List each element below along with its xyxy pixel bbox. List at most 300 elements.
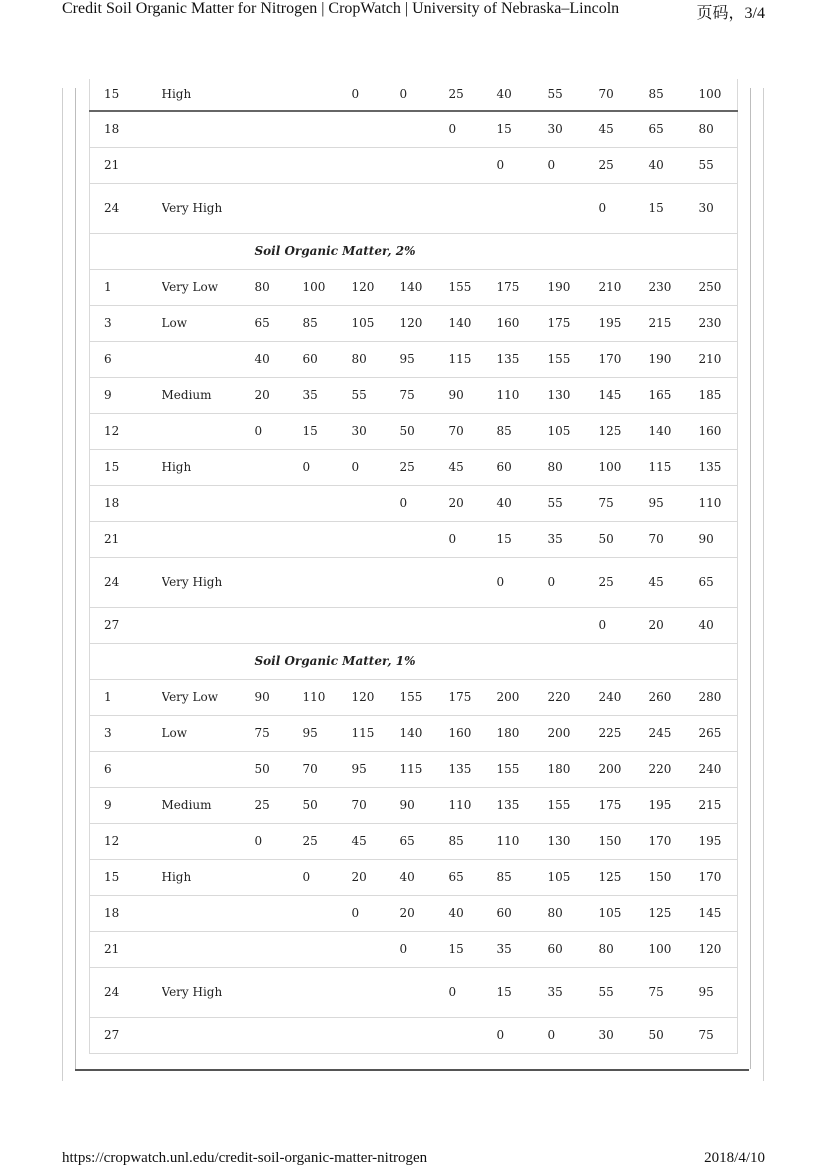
ppm-cell: 15 [90,449,162,485]
ppm-cell: 6 [90,341,162,377]
credit-value-cell: 175 [534,305,585,341]
level-label-cell: Medium [162,787,241,823]
credit-value-cell: 35 [289,377,338,413]
level-label-cell [162,413,241,449]
credit-value-cell: 50 [289,787,338,823]
credit-value-cell: 80 [585,931,635,967]
level-label-cell [162,931,241,967]
level-label-cell: Low [162,305,241,341]
table-row [90,751,738,787]
credit-value-cell: 30 [534,111,585,147]
credit-value-cell [338,521,386,557]
credit-value-cell [241,931,289,967]
credit-value-cell: 265 [685,715,738,751]
credit-value-cell: 125 [635,895,685,931]
credit-value-cell: 280 [685,679,738,715]
credit-value-cell: 0 [241,413,289,449]
level-label-cell: High [162,859,241,895]
credit-value-cell: 130 [534,823,585,859]
credit-value-cell [386,1017,435,1053]
credit-value-cell: 195 [685,823,738,859]
credit-value-cell [241,449,289,485]
credit-value-cell: 40 [483,79,534,111]
table-row [90,607,738,643]
credit-value-cell: 160 [435,715,483,751]
table-row [90,823,738,859]
credit-value-cell: 15 [483,111,534,147]
credit-value-cell [338,1017,386,1053]
credit-value-cell [241,557,289,607]
table-row [90,79,738,111]
level-label-cell: Medium [162,377,241,413]
credit-value-cell: 195 [635,787,685,823]
credit-value-cell: 100 [685,79,738,111]
credit-value-cell: 170 [635,823,685,859]
credit-value-cell: 25 [386,449,435,485]
section-header-row [90,643,738,679]
credit-value-cell: 75 [635,967,685,1017]
credit-value-cell [289,521,338,557]
credit-value-cell: 70 [289,751,338,787]
credit-value-cell: 110 [289,679,338,715]
credit-value-cell: 40 [483,485,534,521]
ppm-cell: 18 [90,895,162,931]
nitrogen-credit-table [89,79,738,1054]
credit-value-cell: 0 [338,895,386,931]
credit-value-cell: 95 [338,751,386,787]
credit-value-cell: 85 [635,79,685,111]
credit-value-cell [338,485,386,521]
credit-value-cell [289,557,338,607]
credit-value-cell [289,111,338,147]
credit-value-cell [289,967,338,1017]
page-header-title: Credit Soil Organic Matter for Nitrogen | CropWatch | University of Nebraska–Lincoln [62,0,620,17]
credit-value-cell: 165 [635,377,685,413]
credit-value-cell: 20 [435,485,483,521]
credit-value-cell: 35 [534,967,585,1017]
ppm-cell: 12 [90,823,162,859]
credit-value-cell: 20 [241,377,289,413]
credit-value-cell: 175 [435,679,483,715]
credit-value-cell [386,147,435,183]
credit-value-cell: 50 [635,1017,685,1053]
table-row [90,269,738,305]
table-row [90,111,738,147]
table-row [90,521,738,557]
credit-value-cell: 20 [635,607,685,643]
credit-value-cell: 0 [435,521,483,557]
credit-value-cell: 155 [534,787,585,823]
credit-value-cell [386,607,435,643]
credit-value-cell [435,147,483,183]
credit-value-cell: 190 [635,341,685,377]
credit-value-cell: 65 [241,305,289,341]
credit-value-cell: 95 [386,341,435,377]
credit-value-cell: 15 [289,413,338,449]
level-label-cell [162,485,241,521]
level-label-cell [162,147,241,183]
credit-value-cell: 125 [585,413,635,449]
level-label-cell: Very Low [162,269,241,305]
table-row [90,1017,738,1053]
table-row [90,679,738,715]
level-label-cell: Very High [162,183,241,233]
credit-value-cell: 25 [289,823,338,859]
credit-value-cell: 80 [534,895,585,931]
credit-value-cell [289,147,338,183]
credit-value-cell: 0 [483,557,534,607]
ppm-cell: 3 [90,715,162,751]
table-row [90,341,738,377]
credit-value-cell: 115 [635,449,685,485]
credit-value-cell: 70 [338,787,386,823]
level-label-cell: High [162,449,241,485]
empty-cell [90,643,162,679]
credit-value-cell: 60 [534,931,585,967]
table-row [90,715,738,751]
credit-value-cell [289,895,338,931]
level-label-cell: Very Low [162,679,241,715]
credit-value-cell: 0 [483,147,534,183]
ppm-cell: 24 [90,967,162,1017]
credit-value-cell: 140 [635,413,685,449]
credit-value-cell: 30 [338,413,386,449]
ppm-cell: 21 [90,931,162,967]
credit-value-cell: 200 [483,679,534,715]
credit-value-cell: 80 [534,449,585,485]
credit-value-cell: 80 [241,269,289,305]
credit-value-cell: 45 [435,449,483,485]
ppm-cell: 9 [90,377,162,413]
credit-value-cell: 50 [585,521,635,557]
credit-value-cell: 90 [685,521,738,557]
credit-value-cell: 75 [685,1017,738,1053]
level-label-cell [162,1017,241,1053]
credit-value-cell [338,147,386,183]
credit-value-cell: 0 [483,1017,534,1053]
credit-value-cell: 65 [685,557,738,607]
credit-value-cell [386,111,435,147]
table-row [90,557,738,607]
credit-value-cell [435,607,483,643]
credit-value-cell: 25 [585,147,635,183]
table-row [90,147,738,183]
credit-value-cell: 90 [386,787,435,823]
credit-value-cell: 260 [635,679,685,715]
credit-value-cell: 60 [483,449,534,485]
credit-value-cell [338,111,386,147]
credit-value-cell [534,607,585,643]
credit-value-cell: 80 [685,111,738,147]
table-row [90,895,738,931]
credit-value-cell: 25 [241,787,289,823]
credit-value-cell: 115 [338,715,386,751]
credit-value-cell: 40 [241,341,289,377]
credit-value-cell: 100 [635,931,685,967]
credit-value-cell: 80 [338,341,386,377]
credit-value-cell: 250 [685,269,738,305]
credit-value-cell: 15 [483,967,534,1017]
level-label-cell [162,111,241,147]
credit-value-cell [289,931,338,967]
credit-value-cell [241,147,289,183]
credit-value-cell: 160 [685,413,738,449]
credit-value-cell [483,607,534,643]
credit-value-cell: 195 [585,305,635,341]
credit-value-cell: 105 [338,305,386,341]
credit-value-cell: 15 [483,521,534,557]
level-label-cell [162,341,241,377]
credit-value-cell: 130 [534,377,585,413]
section-title: Soil Organic Matter, 2% [241,233,738,269]
credit-value-cell: 155 [386,679,435,715]
ppm-cell: 12 [90,413,162,449]
credit-value-cell: 95 [635,485,685,521]
ppm-cell: 24 [90,557,162,607]
credit-value-cell: 95 [685,967,738,1017]
level-label-cell [162,751,241,787]
credit-value-cell: 140 [386,269,435,305]
credit-value-cell: 75 [241,715,289,751]
credit-value-cell: 100 [585,449,635,485]
ppm-cell: 15 [90,859,162,895]
credit-value-cell: 0 [386,485,435,521]
credit-value-cell: 0 [534,147,585,183]
credit-value-cell: 0 [289,859,338,895]
credit-value-cell: 0 [386,79,435,111]
level-label-cell [162,895,241,931]
credit-value-cell: 70 [435,413,483,449]
credit-value-cell [386,557,435,607]
table-row [90,931,738,967]
table-row [90,859,738,895]
credit-value-cell [241,111,289,147]
credit-value-cell: 245 [635,715,685,751]
credit-value-cell: 0 [435,967,483,1017]
credit-value-cell: 120 [338,679,386,715]
credit-value-cell: 150 [635,859,685,895]
footer-date: 2018/4/10 [704,1150,765,1166]
credit-value-cell: 45 [585,111,635,147]
credit-value-cell: 55 [534,485,585,521]
credit-value-cell: 90 [241,679,289,715]
credit-value-cell: 175 [585,787,635,823]
credit-value-cell: 85 [483,859,534,895]
ppm-cell: 1 [90,269,162,305]
credit-value-cell: 210 [585,269,635,305]
credit-value-cell: 65 [635,111,685,147]
credit-value-cell [241,521,289,557]
credit-value-cell: 100 [289,269,338,305]
credit-value-cell: 85 [483,413,534,449]
credit-value-cell: 60 [483,895,534,931]
credit-value-cell [483,183,534,233]
table-row [90,183,738,233]
credit-value-cell: 240 [685,751,738,787]
credit-value-cell: 140 [435,305,483,341]
ppm-cell: 15 [90,79,162,111]
table-row [90,787,738,823]
credit-value-cell: 0 [386,931,435,967]
credit-value-cell: 35 [534,521,585,557]
credit-value-cell: 120 [685,931,738,967]
section-header-row [90,233,738,269]
credit-value-cell [386,521,435,557]
credit-value-cell: 55 [338,377,386,413]
ppm-cell: 9 [90,787,162,823]
ppm-cell: 1 [90,679,162,715]
credit-value-cell: 55 [685,147,738,183]
credit-value-cell: 110 [685,485,738,521]
ppm-cell: 18 [90,111,162,147]
credit-value-cell [534,183,585,233]
table-row [90,967,738,1017]
credit-value-cell: 190 [534,269,585,305]
level-label-cell: Very High [162,967,241,1017]
credit-value-cell: 135 [483,341,534,377]
credit-value-cell: 0 [585,183,635,233]
credit-value-cell: 170 [685,859,738,895]
credit-value-cell: 160 [483,305,534,341]
credit-value-cell: 35 [483,931,534,967]
credit-value-cell: 70 [585,79,635,111]
credit-value-cell: 30 [585,1017,635,1053]
credit-value-cell: 225 [585,715,635,751]
credit-value-cell: 105 [534,859,585,895]
credit-value-cell: 0 [585,607,635,643]
credit-value-cell: 125 [585,859,635,895]
level-label-cell [162,607,241,643]
credit-value-cell [386,183,435,233]
credit-value-cell: 40 [685,607,738,643]
credit-value-cell: 155 [483,751,534,787]
credit-value-cell [241,1017,289,1053]
credit-value-cell [289,485,338,521]
credit-value-cell: 65 [435,859,483,895]
credit-value-cell: 0 [338,79,386,111]
credit-value-cell [338,607,386,643]
table-row [90,305,738,341]
credit-value-cell [435,183,483,233]
empty-cell [90,233,162,269]
ppm-cell: 21 [90,521,162,557]
credit-value-cell: 95 [289,715,338,751]
credit-value-cell: 110 [483,377,534,413]
credit-value-cell: 0 [338,449,386,485]
credit-value-cell: 45 [635,557,685,607]
credit-value-cell: 135 [685,449,738,485]
footer-url[interactable]: https://cropwatch.unl.edu/credit-soil-organic-matter-nitrogen [62,1150,428,1166]
table-body [90,79,738,1053]
credit-value-cell: 200 [534,715,585,751]
credit-value-cell: 40 [635,147,685,183]
credit-value-cell [338,557,386,607]
credit-value-cell [338,967,386,1017]
credit-value-cell: 215 [685,787,738,823]
credit-value-cell: 115 [435,341,483,377]
credit-value-cell [241,79,289,111]
credit-value-cell: 110 [483,823,534,859]
ppm-cell: 3 [90,305,162,341]
credit-value-cell: 85 [289,305,338,341]
credit-value-cell: 90 [435,377,483,413]
level-label-cell [162,823,241,859]
empty-cell [162,643,241,679]
credit-value-cell: 0 [289,449,338,485]
credit-value-cell: 120 [386,305,435,341]
credit-value-cell: 230 [685,305,738,341]
credit-value-cell [386,967,435,1017]
table-row [90,413,738,449]
credit-value-cell [241,967,289,1017]
empty-cell [162,233,241,269]
credit-value-cell: 60 [289,341,338,377]
credit-value-cell [435,557,483,607]
section-title: Soil Organic Matter, 1% [241,643,738,679]
credit-value-cell: 0 [241,823,289,859]
credit-value-cell: 50 [241,751,289,787]
level-label-cell: Low [162,715,241,751]
credit-value-cell: 105 [534,413,585,449]
bottom-rule [75,1069,749,1071]
ppm-cell: 21 [90,147,162,183]
level-label-cell [162,521,241,557]
credit-value-cell: 115 [386,751,435,787]
credit-value-cell: 145 [685,895,738,931]
credit-value-cell: 15 [435,931,483,967]
credit-value-cell: 155 [435,269,483,305]
credit-value-cell: 65 [386,823,435,859]
credit-value-cell: 85 [435,823,483,859]
credit-value-cell: 70 [635,521,685,557]
credit-value-cell: 200 [585,751,635,787]
credit-value-cell [289,183,338,233]
credit-value-cell: 135 [435,751,483,787]
credit-value-cell: 230 [635,269,685,305]
credit-value-cell: 145 [585,377,635,413]
page-indicator: 页码，3/4 [696,5,765,22]
credit-value-cell: 15 [635,183,685,233]
credit-value-cell: 25 [435,79,483,111]
credit-value-cell: 40 [435,895,483,931]
credit-value-cell: 20 [386,895,435,931]
credit-value-cell: 155 [534,341,585,377]
credit-value-cell: 215 [635,305,685,341]
credit-value-cell [338,183,386,233]
credit-value-cell: 150 [585,823,635,859]
credit-value-cell: 0 [435,111,483,147]
credit-value-cell [241,895,289,931]
credit-value-cell: 25 [585,557,635,607]
table-row [90,377,738,413]
credit-value-cell: 120 [338,269,386,305]
ppm-cell: 27 [90,1017,162,1053]
credit-value-cell: 110 [435,787,483,823]
credit-value-cell [289,607,338,643]
credit-value-cell: 180 [483,715,534,751]
credit-value-cell: 75 [585,485,635,521]
credit-value-cell [289,1017,338,1053]
table-row [90,449,738,485]
credit-value-cell: 240 [585,679,635,715]
credit-value-cell: 185 [685,377,738,413]
credit-value-cell: 30 [685,183,738,233]
credit-value-cell: 175 [483,269,534,305]
credit-value-cell: 0 [534,1017,585,1053]
table-row [90,485,738,521]
credit-value-cell [338,931,386,967]
ppm-cell: 27 [90,607,162,643]
